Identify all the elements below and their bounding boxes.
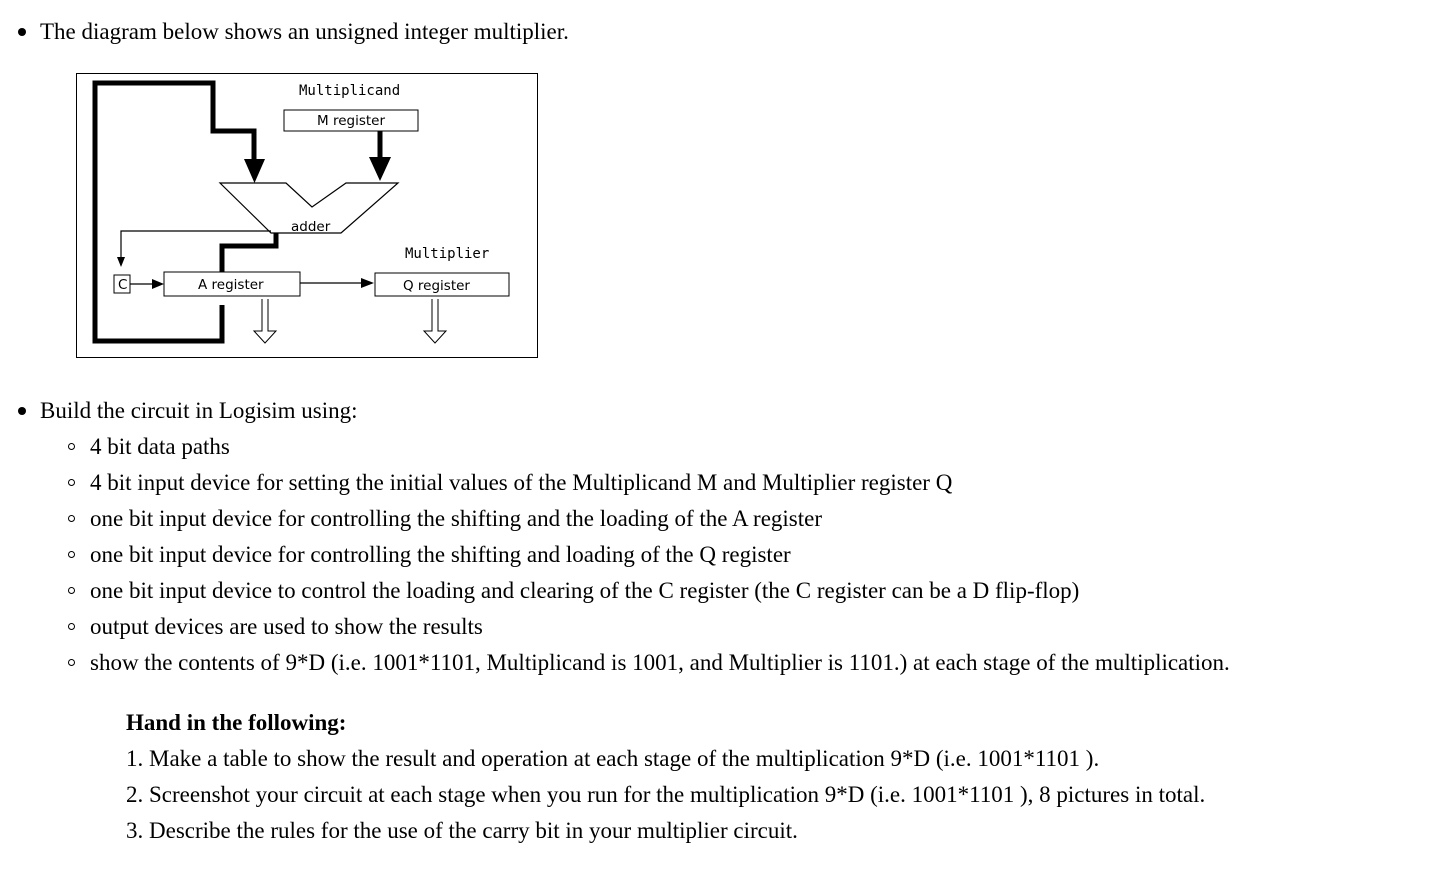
bullet-disc bbox=[18, 407, 26, 415]
build-heading: Build the circuit in Logisim using: bbox=[40, 398, 358, 423]
build-item: one bit input device for controlling the shifting and the loading of the A register bbox=[90, 506, 823, 531]
build-item: 4 bit input device for setting the initial values of the Multiplicand M and Multiplier register Q bbox=[90, 470, 953, 495]
adder-label: adder bbox=[291, 219, 331, 235]
multiplicand-label: Multiplicand bbox=[299, 83, 401, 99]
multiplier-diagram bbox=[76, 73, 538, 358]
m-register-label: M register bbox=[317, 113, 386, 129]
a-register-label: A register bbox=[198, 277, 264, 293]
build-item: output devices are used to show the results bbox=[90, 614, 483, 639]
bullet-circle bbox=[68, 515, 75, 522]
bullet-circle bbox=[68, 587, 75, 594]
q-register-label: Q register bbox=[403, 278, 470, 294]
c-register-label: C bbox=[118, 277, 128, 293]
build-item: one bit input device for controlling the shifting and loading of the Q register bbox=[90, 542, 791, 567]
bullet-circle bbox=[68, 551, 75, 558]
build-item: one bit input device to control the loading and clearing of the C register (the C register can be a D flip-flop) bbox=[90, 578, 1080, 603]
hand-in-item: 1. Make a table to show the result and operation at each stage of the multiplication 9*D (i.e. 1001*1101 ). bbox=[126, 746, 1100, 771]
multiplier-label: Multiplier bbox=[405, 246, 490, 262]
bullet-disc bbox=[18, 28, 26, 36]
bullet-circle bbox=[68, 623, 75, 630]
bullet-circle bbox=[68, 659, 75, 666]
bullet-circle bbox=[68, 443, 75, 450]
intro-text: The diagram below shows an unsigned integer multiplier. bbox=[40, 19, 569, 44]
build-item: 4 bit data paths bbox=[90, 434, 230, 459]
build-item: show the contents of 9*D (i.e. 1001*1101, Multiplicand is 1001, and Multiplier is 1101.) at each stage of the multiplication. bbox=[90, 650, 1230, 675]
hand-in-item: 2. Screenshot your circuit at each stage when you run for the multiplication 9*D (i.e. 1001*1101 ), 8 pictures in total. bbox=[126, 782, 1206, 807]
hand-in-item: 3. Describe the rules for the use of the carry bit in your multiplier circuit. bbox=[126, 818, 798, 843]
hand-in-heading: Hand in the following: bbox=[126, 710, 347, 735]
bullet-circle bbox=[68, 479, 75, 486]
